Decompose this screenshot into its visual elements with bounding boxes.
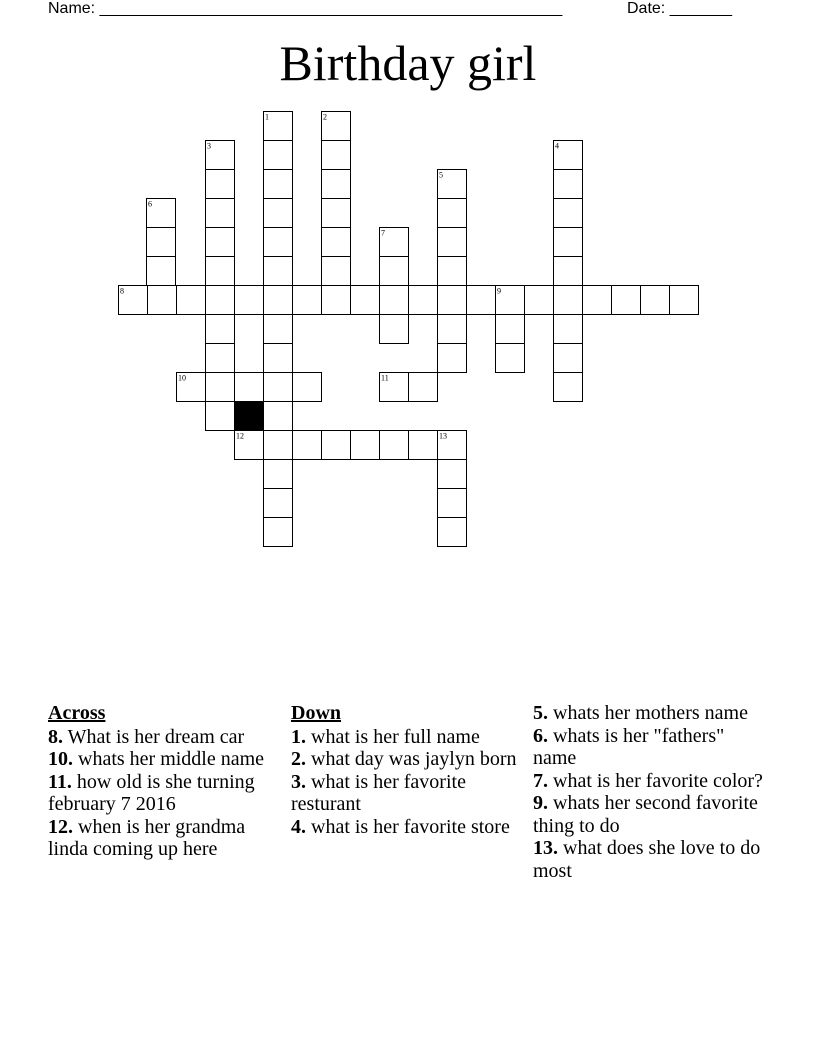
black-cell [235,402,264,431]
clue-number: 11. [48,770,72,793]
grid-cell[interactable] [380,286,409,315]
grid-cell[interactable] [496,315,525,344]
grid-cell[interactable] [293,286,322,315]
cell-number: 2 [323,112,327,122]
down-heading: Down [291,702,342,724]
grid-cell[interactable] [206,286,235,315]
clue-text: what is her favorite resturant [291,770,466,815]
grid-cell[interactable] [583,286,612,315]
grid-cell[interactable] [235,373,264,402]
down-clues-continued [533,702,765,882]
grid-cell[interactable] [293,431,322,460]
grid-cell[interactable] [322,228,351,257]
clue-item [533,702,765,725]
clue-number: 12. [48,815,73,838]
grid-cell[interactable] [322,286,351,315]
grid-cell[interactable] [467,286,496,315]
grid-cell[interactable] [554,315,583,344]
grid-cell[interactable] [206,402,235,431]
clue-item [533,770,765,793]
clue-item [48,771,280,816]
clue-text: what is her full name [306,725,480,748]
cell-number: 1 [265,112,269,122]
clue-number: 2. [291,748,306,770]
grid-cell[interactable] [177,286,206,315]
grid-cell[interactable] [264,373,293,402]
clue-text: whats is her "fathers" name [533,724,725,769]
clue-item [533,725,765,770]
grid-cell[interactable] [554,373,583,402]
grid-cell[interactable] [380,431,409,460]
grid-cell[interactable] [322,257,351,286]
clue-number: 1. [291,725,306,748]
cell-number: 3 [207,141,211,151]
grid-cell[interactable] [409,286,438,315]
grid-cell[interactable] [641,286,670,315]
grid-cell[interactable] [612,286,641,315]
cell-number: 4 [555,141,559,151]
grid-cell[interactable] [206,257,235,286]
clue-item [48,816,280,861]
cell-number: 13 [439,431,447,441]
grid-cell[interactable] [438,518,467,547]
grid-cell[interactable] [438,489,467,518]
grid-cell[interactable] [438,460,467,489]
grid-cell[interactable] [206,199,235,228]
clue-text: what is her favorite color? [548,769,763,792]
grid-cell[interactable] [554,170,583,199]
clue-number: 4. [291,815,306,838]
clue-text: whats her middle name [73,748,265,770]
clue-number: 3. [291,770,306,793]
clue-item [533,837,765,882]
grid-cell[interactable] [206,315,235,344]
grid-cell[interactable] [235,286,264,315]
cell-number: 5 [439,170,443,180]
grid-cell[interactable] [264,257,293,286]
grid-cell[interactable] [264,228,293,257]
grid-cell[interactable] [409,431,438,460]
grid-cell[interactable] [264,199,293,228]
cell-number: 7 [381,228,385,238]
clue-number: 10. [48,748,73,770]
across-heading: Across [48,702,106,724]
clue-text: what is her favorite store [306,815,510,838]
clue-text: whats her second favorite thing to do [533,792,758,837]
grid-cell[interactable] [438,286,467,315]
grid-cell[interactable] [554,257,583,286]
clue-item [291,748,523,771]
clue-number: 5. [533,702,548,724]
clue-text: what does she love to do most [533,837,761,882]
grid-cell[interactable] [148,286,177,315]
cell-number: 9 [497,286,501,296]
cell-number: 11 [381,373,389,383]
clue-text: how old is she turning february 7 2016 [48,770,255,815]
name-field-label: Name: ____________________________________________________ [48,0,563,17]
cell-number: 6 [148,199,152,209]
clue-item [291,771,523,816]
grid-cell[interactable] [380,257,409,286]
clue-item [48,748,280,771]
grid-cell[interactable] [554,228,583,257]
grid-cell[interactable] [438,199,467,228]
grid-cell[interactable] [380,315,409,344]
grid-cell[interactable] [322,431,351,460]
grid-cell[interactable] [206,228,235,257]
grid-cell[interactable] [351,286,380,315]
grid-cell[interactable] [206,170,235,199]
grid-cell[interactable] [438,315,467,344]
clue-item [48,726,280,749]
grid-cell[interactable] [206,373,235,402]
grid-cell[interactable] [293,373,322,402]
clue-item [533,792,765,837]
grid-cell[interactable] [264,489,293,518]
grid-cell[interactable] [438,344,467,373]
grid-cell[interactable] [147,257,176,286]
clue-number: 7. [533,769,548,792]
cell-number: 10 [178,373,186,383]
grid-cell[interactable] [554,199,583,228]
grid-cell[interactable] [322,199,351,228]
clue-number: 9. [533,792,548,814]
grid-cell[interactable] [670,286,699,315]
clue-number: 6. [533,724,548,747]
grid-cell[interactable] [264,431,293,460]
cell-number: 8 [120,286,124,296]
puzzle-title: Birthday girl [279,35,537,91]
clue-text: when is her grandma linda coming up here [48,815,246,860]
clue-item [291,816,523,839]
grid-cell[interactable] [438,228,467,257]
grid-cell[interactable] [264,344,293,373]
date-field-label: Date: _______ [627,0,732,17]
down-clues [291,702,523,838]
across-clues [48,702,280,861]
grid-cell[interactable] [554,344,583,373]
grid-cell[interactable] [264,170,293,199]
grid-cell[interactable] [206,344,235,373]
grid-cell[interactable] [322,170,351,199]
cell-number: 12 [236,431,244,441]
grid-cell[interactable] [264,286,293,315]
grid-cell[interactable] [438,257,467,286]
grid-cell[interactable] [496,344,525,373]
grid-cell[interactable] [264,141,293,170]
clue-number: 8. [48,725,63,748]
grid-cell[interactable] [147,228,176,257]
grid-cell[interactable] [264,460,293,489]
clue-text: whats her mothers name [548,702,748,724]
clue-text: what day was jaylyn born [306,748,517,770]
grid-cell[interactable] [409,373,438,402]
grid-cell[interactable] [264,315,293,344]
clue-item [291,726,523,749]
grid-cell[interactable] [264,402,293,431]
grid-cell[interactable] [525,286,554,315]
clue-number: 13. [533,837,558,859]
grid-cell[interactable] [264,518,293,547]
grid-cell[interactable] [351,431,380,460]
grid-cell[interactable] [322,141,351,170]
clue-text: What is her dream car [63,725,245,748]
grid-cell[interactable] [554,286,583,315]
